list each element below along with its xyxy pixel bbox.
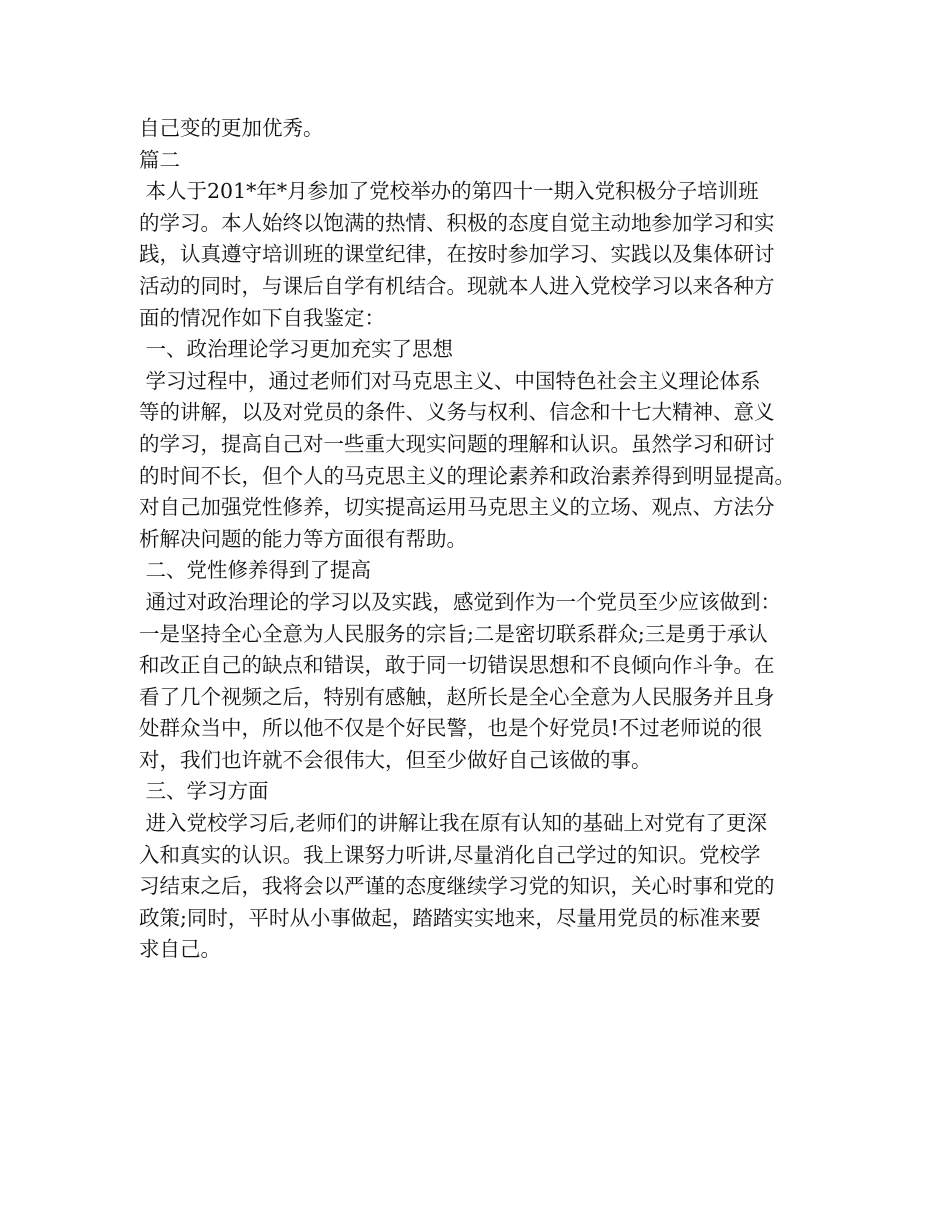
text-line: 一是坚持全心全意为人民服务的宗旨;二是密切联系群众;三是勇于承认	[139, 621, 768, 646]
document-body	[139, 113, 839, 966]
text-line: 析解决问题的能力等方面很有帮助。	[139, 526, 467, 551]
subsection-heading: 一、政治理论学习更加充实了思想	[139, 337, 454, 362]
section-heading: 篇二	[139, 147, 180, 172]
text-line: 等的讲解，以及对党员的条件、义务与权利、信念和十七大精神、意义	[139, 400, 775, 425]
text-line: 入和真实的认识。我上课努力听讲,尽量消化自己学过的知识。党校学	[139, 842, 761, 867]
text-line: 求自己。	[139, 937, 221, 962]
text-line: 看了几个视频之后，特别有感触，赵所长是全心全意为人民服务并且身	[139, 684, 775, 709]
text-line: 政策;同时，平时从小事做起，踏踏实实地来，尽量用党员的标准来要	[139, 905, 761, 930]
subsection-heading: 三、学习方面	[139, 779, 269, 804]
text-line: 本人于201*年*月参加了党校举办的第四十一期入党积极分子培训班	[139, 179, 759, 204]
text-line: 对自己加强党性修养，切实提高运用马克思主义的立场、观点、方法分	[139, 495, 775, 520]
text-line: 的学习，提高自己对一些重大现实问题的理解和认识。虽然学习和研讨	[139, 431, 775, 456]
text-line: 践，认真遵守培训班的课堂纪律，在按时参加学习、实践以及集体研讨	[139, 242, 775, 267]
text-line: 对，我们也许就不会很伟大，但至少做好自己该做的事。	[139, 747, 652, 772]
text-line: 的学习。本人始终以饱满的热情、积极的态度自觉主动地参加学习和实	[139, 210, 775, 235]
text-line: 进入党校学习后,老师们的讲解让我在原有认知的基础上对党有了更深	[139, 811, 768, 836]
text-line: 自己变的更加优秀。	[139, 116, 324, 140]
text-line: 习结束之后，我将会以严谨的态度继续学习党的知识，关心时事和党的	[139, 874, 775, 899]
text-line: 和改正自己的缺点和错误，敢于同一切错误思想和不良倾向作斗争。在	[139, 653, 775, 678]
text-line: 学习过程中，通过老师们对马克思主义、中国特色社会主义理论体系	[139, 368, 761, 393]
text-line: 的时间不长，但个人的马克思主义的理论素养和政治素养得到明显提高。	[139, 463, 795, 488]
text-line: 处群众当中，所以他不仅是个好民警，也是个好党员!不过老师说的很	[139, 716, 763, 741]
text-line: 活动的同时，与课后自学有机结合。现就本人进入党校学习以来各种方	[139, 273, 775, 298]
text-line: 面的情况作如下自我鉴定：	[139, 305, 385, 330]
subsection-heading: 二、党性修养得到了提高	[139, 558, 372, 583]
text-line: 通过对政治理论的学习以及实践，感觉到作为一个党员至少应该做到：	[139, 589, 782, 614]
